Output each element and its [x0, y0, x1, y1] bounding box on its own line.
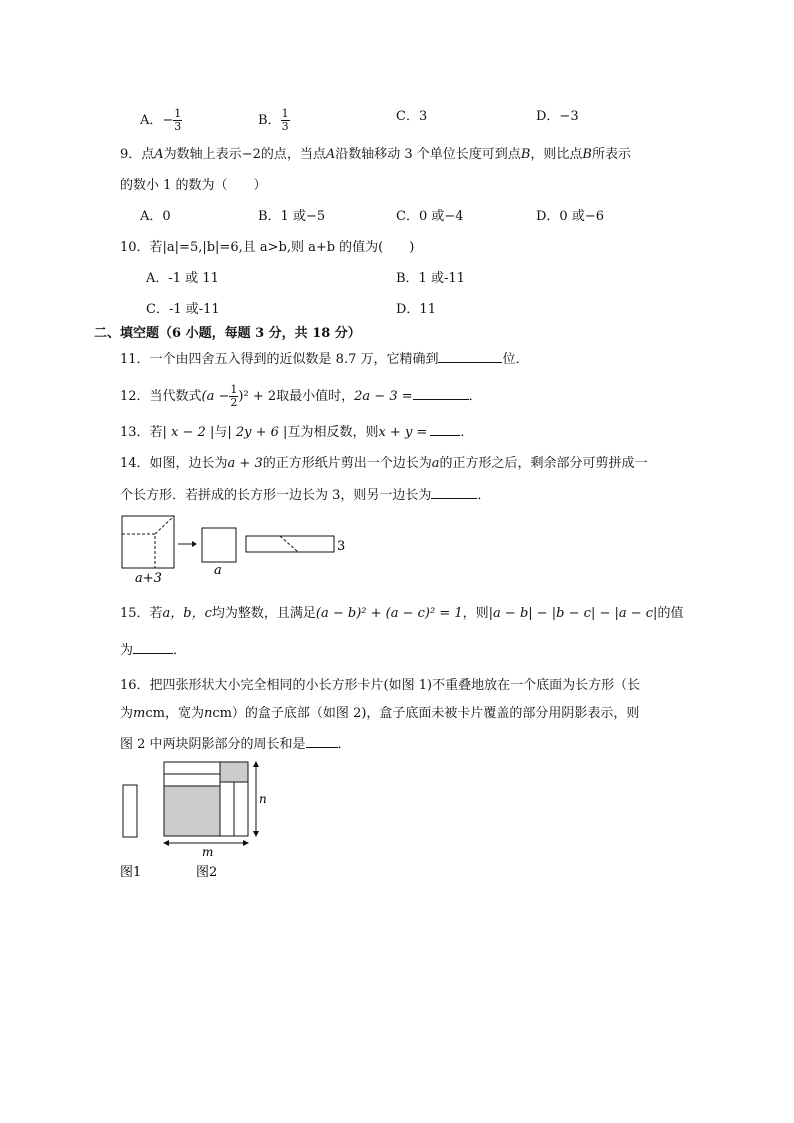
q15-answer-blank[interactable] [133, 641, 173, 654]
q15-line2: 为 ． [120, 643, 187, 658]
q10-stem: 10．若|a|=5,|b|=6,且 a>b,则 a+b 的值为( ) [120, 240, 415, 255]
q10-option-a: A．-1 或 11 [146, 271, 219, 286]
q12-answer-blank[interactable] [413, 387, 469, 400]
q16-m-arrow-right [243, 840, 249, 846]
q9-option-a: A．0 [140, 209, 171, 224]
q8-option-a: A．− $\frac{1}{3}$ [140, 107, 182, 133]
q16-card-right1 [220, 782, 234, 836]
q13: 13．若| x − 2 |与| 2y + 6 |互为相反数，则x + y = ． [120, 425, 474, 440]
q16-shade-large [164, 786, 220, 836]
q14-line1: 14．如图，边长为a + 3的正方形纸片剪出一个边长为a的正方形之后，剩余部分可剪拼成一 [120, 456, 648, 471]
q14-figure [118, 512, 358, 586]
q11-answer-blank[interactable] [438, 350, 502, 363]
q9-option-d: D．0 或−6 [536, 209, 604, 224]
q16-line1: 16．把四张形状大小完全相同的小长方形卡片(如图 1)不重叠地放在一个底面为长方形（长 [120, 678, 641, 693]
q16-shade-small [220, 762, 248, 782]
q16-card-top2 [164, 774, 220, 786]
q16-card-top1 [164, 762, 220, 774]
q14-small-square [202, 528, 236, 562]
q11: 11．一个由四舍五入得到的近似数是 8.7 万，它精确到 位． [120, 352, 529, 367]
q10-option-d: D．11 [396, 302, 436, 317]
q16-fig1-card [123, 785, 137, 837]
q14-cut-diagonal [155, 516, 174, 534]
section-title-fill-in: 二、填空题（6 小题，每题 3 分，共 18 分） [94, 326, 361, 341]
q16-line3: 图 2 中两块阴影部分的周长和是 ． [120, 737, 351, 752]
q10-option-c: C．-1 或-11 [146, 302, 220, 317]
q14-arrow-head [192, 541, 197, 547]
q16-fig2-caption: 图2 [196, 865, 218, 880]
q16-n-arrow-bottom [253, 831, 259, 837]
q14-label-a: a [214, 563, 222, 578]
q10-option-b: B．1 或-11 [396, 271, 465, 286]
q13-answer-blank[interactable] [430, 423, 460, 436]
q16-n-arrow-top [253, 761, 259, 767]
q9-option-c: C．0 或−4 [396, 209, 464, 224]
q14-rect-dashed [280, 536, 298, 552]
q14-answer-blank[interactable] [431, 486, 477, 499]
q16-card-right2 [234, 782, 248, 836]
q16-fig1-caption: 图1 [120, 865, 142, 880]
q14-label-a-plus-3: a+3 [135, 571, 162, 586]
q12-fraction: $\frac{1}{2}$ [230, 383, 238, 409]
q16-label-n: n [259, 792, 267, 806]
q16-answer-blank[interactable] [306, 735, 338, 748]
q8-option-b: B． $\frac{1}{3}$ [258, 107, 289, 133]
q16-figure [116, 758, 276, 884]
q9-stem-line2: 的数小 1 的数为（ ） [120, 178, 267, 193]
q8-option-b-fraction: $\frac{1}{3}$ [281, 107, 289, 133]
q8-option-c: C．3 [396, 109, 428, 124]
q14-line2: 个长方形．若拼成的长方形一边长为 3，则另一边长为 ． [120, 488, 491, 503]
q8-option-d: D．−3 [536, 109, 579, 124]
q14-cut-line [122, 534, 155, 568]
q16-line2: 为mcm，宽为ncm）的盒子底部（如图 2)，盒子底面未被卡片覆盖的部分用阴影表示，则 [120, 706, 640, 721]
q15-line1: 15．若a，b，c均为整数，且满足(a − b)² + (a − c)² = 1，则|a − b| − |b − c| − |a − c|的值 [120, 606, 684, 621]
q9-option-b: B．1 或−5 [258, 209, 326, 224]
q12: 12．当代数式(a − $\frac{1}{2}$ )² + 2取最小值时，2a − 3 = ． [120, 383, 482, 409]
q16-m-arrow-left [163, 840, 169, 846]
q9-stem-line1: 9．点A为数轴上表示−2的点，当点A沿数轴移动 3 个单位长度可到点B，则比点B所表示 [120, 147, 631, 162]
q14-label-3: 3 [337, 539, 346, 554]
q8-option-a-fraction: $\frac{1}{3}$ [174, 107, 182, 133]
q14-rectangle [246, 536, 334, 552]
q16-label-m: m [202, 845, 214, 859]
